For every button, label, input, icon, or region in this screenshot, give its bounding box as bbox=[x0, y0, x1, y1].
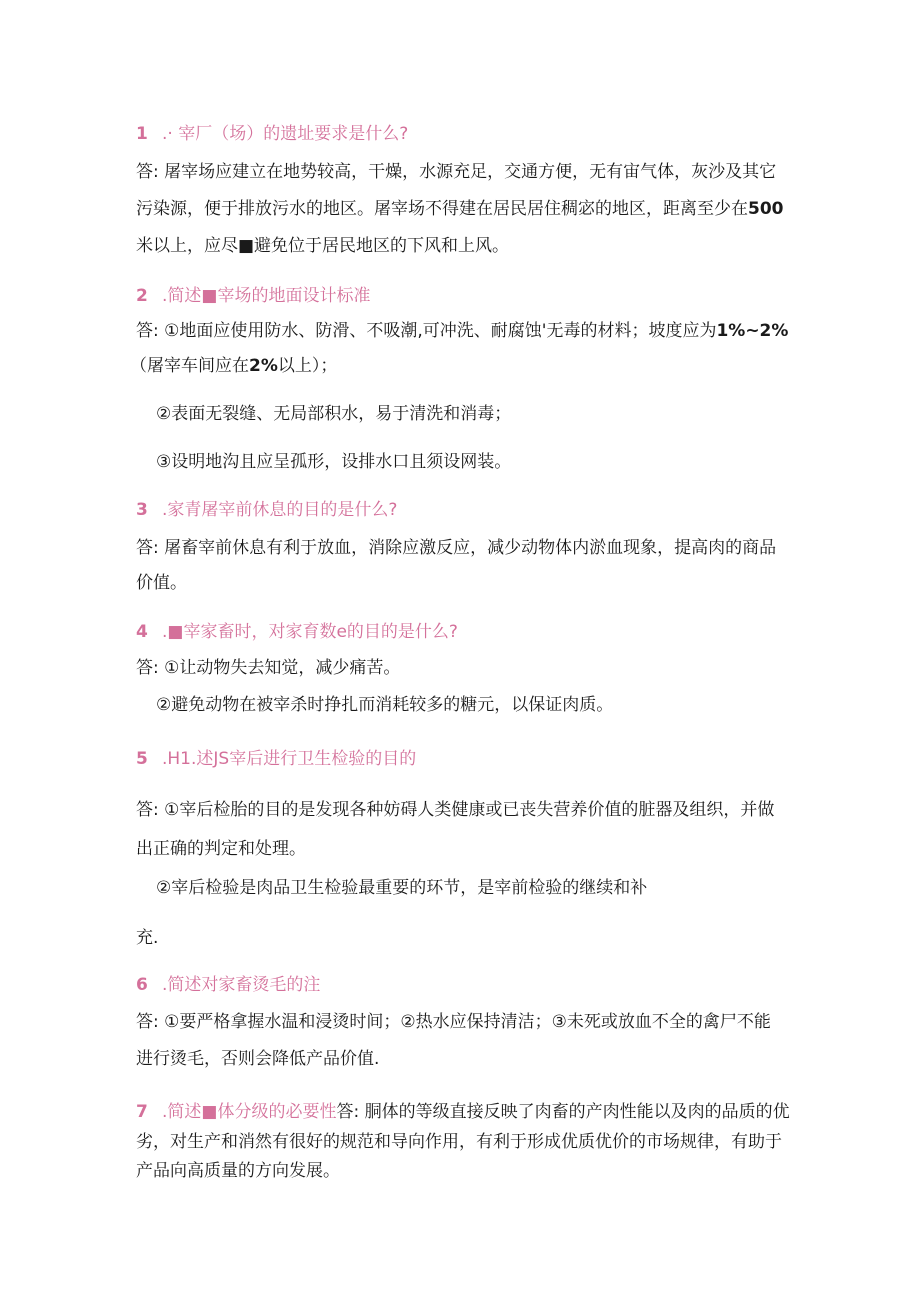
answer-text: （屠宰车间应在 bbox=[130, 356, 249, 376]
question-title: .简述对家畜烫毛的注 bbox=[162, 975, 321, 995]
answer-5-line-4: 充. bbox=[136, 928, 159, 948]
question-title: .简述■宰场的地面设计标准 bbox=[162, 286, 371, 306]
answer-2-line-2 bbox=[130, 353, 337, 379]
answer-4-line-2: ②避免动物在被宰杀时挣扎而消耗较多的糖元，以保证肉质。 bbox=[156, 695, 614, 715]
answer-3-line-2: 价值。 bbox=[136, 573, 187, 593]
answer-7-line-3: 产品向高质量的方向发展。 bbox=[136, 1161, 340, 1181]
answer-2-line-3: ②表面无裂缝、无局部积水，易于清洗和消毒； bbox=[156, 404, 512, 424]
answer-text: 以上）； bbox=[277, 356, 338, 376]
question-number: 6 bbox=[136, 975, 148, 995]
question-number: 5 bbox=[136, 749, 148, 769]
answer-3-line-1: 答: 屠畜宰前休息有利于放血，消除应激反应，减少动物体内淤血现象，提高肉的商品 bbox=[136, 538, 777, 558]
question-number: 3 bbox=[136, 500, 148, 520]
answer-5-line-3: ②宰后检验是肉品卫生检验最重要的环节，是宰前检验的继续和补 bbox=[156, 878, 648, 898]
answer-text: 答: 胴体的等级直接反映了肉畜的产肉性能以及肉的品质的优 bbox=[336, 1102, 790, 1122]
answer-number: 2% bbox=[249, 356, 278, 376]
answer-number: 1%~2% bbox=[716, 321, 789, 341]
question-title: .简述■体分级的必要性 bbox=[162, 1102, 337, 1122]
question-3-heading bbox=[136, 497, 397, 523]
question-number: 4 bbox=[136, 622, 148, 642]
answer-6-line-1: 答: ①要严格拿握水温和浸烫时间；②热水应保持清洁；③未死或放血不全的禽尸不能 bbox=[136, 1012, 771, 1032]
question-number: 2 bbox=[136, 286, 148, 306]
answer-2-line-1 bbox=[136, 318, 788, 344]
question-6-heading bbox=[136, 972, 320, 998]
answer-7-line-2: 劣，对生产和消然有很好的规范和导向作用，有利于形成优质优价的市场规律，有助于 bbox=[136, 1132, 782, 1152]
question-7-heading bbox=[136, 1102, 336, 1122]
answer-number: 500 bbox=[748, 199, 784, 219]
answer-text: 答: ①地面应使用防水、防滑、不吸潮,可冲洗、耐腐蚀'无毒的材料；坡度应为 bbox=[136, 321, 717, 341]
answer-1-line-2 bbox=[136, 196, 784, 222]
answer-6-line-2: 进行烫毛，否则会降低产品价值. bbox=[136, 1049, 380, 1069]
answer-1-line-3: 米以上，应尽■避免位于居民地区的下风和上风。 bbox=[136, 236, 510, 256]
answer-4-line-1: 答: ①让动物失去知觉，减少痛苦。 bbox=[136, 658, 401, 678]
answer-5-line-2: 出正确的判定和处理。 bbox=[136, 839, 306, 859]
question-4-heading bbox=[136, 619, 458, 645]
answer-text: 污染源，便于排放污水的地区。屠宰场不得建在居民居住稠宓的地区，距离至少在 bbox=[136, 199, 748, 219]
question-title: .· 宰厂（场）的遗址要求是什么? bbox=[162, 124, 409, 144]
answer-1-line-1: 答: 屠宰场应建立在地势较高，干燥，水源充足，交通方便，无有宙气体，灰沙及其它 bbox=[136, 162, 777, 182]
question-title: .■宰家畜时，对家育数e的目的是什么? bbox=[162, 622, 458, 642]
question-title: .家青屠宰前休息的目的是什么? bbox=[162, 500, 398, 520]
answer-2-line-4: ③设明地沟且应呈孤形，设排水口且须设网装。 bbox=[156, 452, 512, 472]
question-1-heading bbox=[136, 121, 408, 147]
question-number: 1 bbox=[136, 124, 148, 144]
answer-5-line-1: 答: ①宰后检胎的目的是发现各种妨碍人类健康或已丧失营养价值的脏器及组织，并做 bbox=[136, 800, 775, 820]
question-title: .H1.述JS宰后进行卫生检验的目的 bbox=[162, 749, 417, 769]
question-7-line-1 bbox=[136, 1099, 790, 1125]
question-5-heading bbox=[136, 746, 416, 772]
question-2-heading bbox=[136, 283, 370, 309]
question-number: 7 bbox=[136, 1102, 148, 1122]
